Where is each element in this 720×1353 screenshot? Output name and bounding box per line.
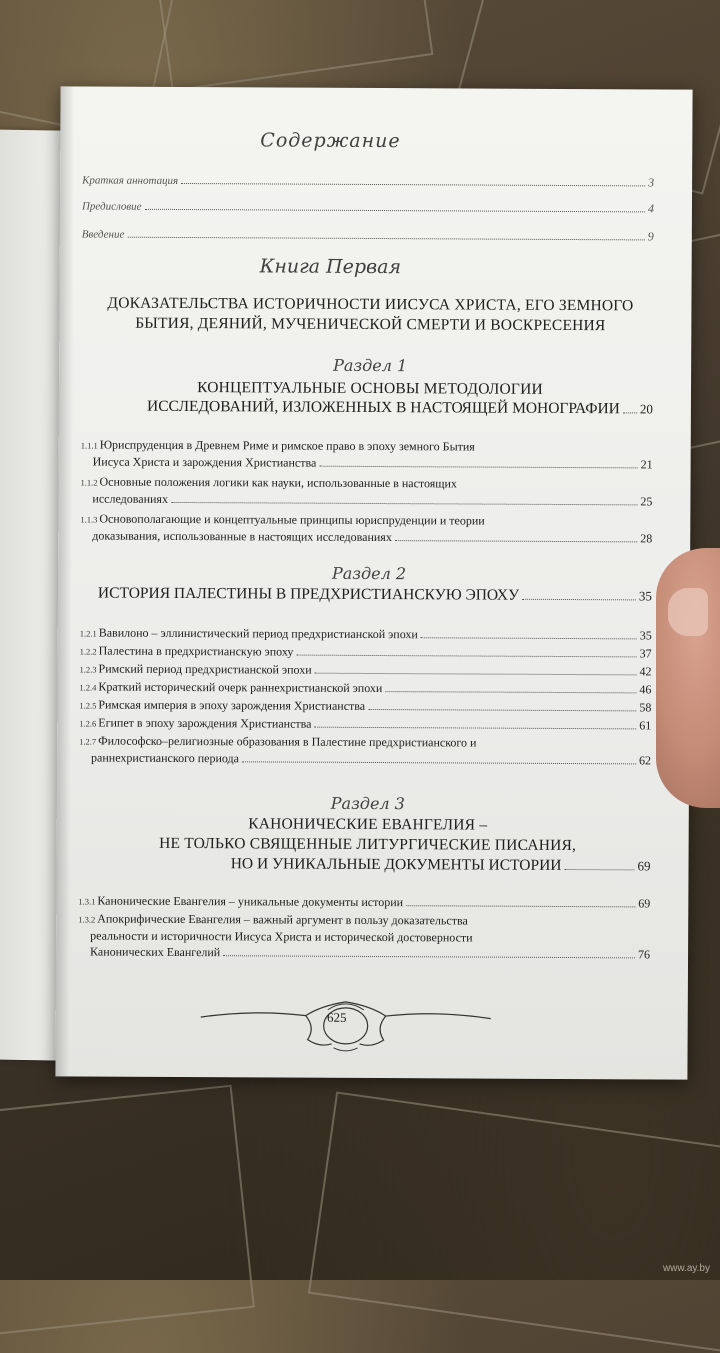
- entry-page: 37: [639, 646, 652, 661]
- entry-title: Апокрифические Евангелия – важный аргумент в пользу доказательства: [97, 911, 468, 928]
- entry-title: Вавилоно – эллинистический период предхристианской эпохи: [98, 625, 418, 642]
- section-title-row: [79, 397, 653, 418]
- entry-label: Предисловие: [81, 200, 142, 213]
- book-subtitle-line: ДОКАЗАТЕЛЬСТВА ИСТОРИЧНОСТИ ИИСУСА ХРИСТА, ЕГО ЗЕМНОГО: [107, 294, 634, 315]
- entry-page: 42: [639, 664, 652, 679]
- entry-label: Введение: [81, 228, 125, 241]
- entry-title-cont: Канонических Евангелий: [90, 944, 221, 960]
- dot-leader: [181, 182, 645, 186]
- toc-entry: [80, 624, 652, 644]
- book-subtitle-line: БЫТИЯ, ДЕЯНИЙ, МУЧЕНИЧЕСКОЙ СМЕРТИ И ВОСКРЕСЕНИЯ: [135, 314, 606, 335]
- entry-page: 35: [639, 628, 652, 643]
- toc-title: Содержание: [260, 129, 401, 153]
- entry-title-cont: доказывания, использованные в настоящих исследованиях: [92, 528, 392, 545]
- entry-number: 1.1.3: [80, 514, 98, 525]
- dot-leader: [385, 691, 636, 693]
- toc-entry: [80, 660, 652, 680]
- toc-entry: [80, 510, 652, 546]
- section-title-line: ИССЛЕДОВАНИЙ, ИЗЛОЖЕННЫХ В НАСТОЯЩЕЙ МОНОГРАФИИ: [146, 397, 620, 418]
- section-title-row: [98, 585, 652, 606]
- entry-title-cont: исследованиях: [92, 491, 169, 506]
- dot-leader: [314, 727, 636, 730]
- book-title: Книга Первая: [259, 255, 402, 279]
- entry-page: 28: [640, 531, 653, 546]
- dot-leader: [127, 236, 644, 241]
- dot-leader: [623, 411, 637, 413]
- entry-page: 62: [639, 753, 652, 768]
- watermark: www.ay.by: [662, 1263, 710, 1274]
- entry-number: 1.2.1: [79, 628, 97, 639]
- dot-leader: [406, 905, 635, 907]
- toc-entry: [81, 436, 653, 472]
- toc-intro-entry: [82, 198, 654, 216]
- entry-title: Основные положения логики как науки, использованные в настоящих: [99, 474, 457, 491]
- toc-entry: [79, 714, 651, 734]
- entry-title-cont: реальности и историчности Иисуса Христа и исторической достоверности: [90, 928, 473, 945]
- entry-page: 76: [638, 947, 651, 962]
- toc-entry: [79, 696, 651, 716]
- page-number: 625: [326, 1009, 347, 1025]
- entry-number: 1.2.4: [79, 682, 97, 693]
- entry-title-cont: раннехристианского периода: [91, 750, 240, 766]
- entry-number: 1.1.1: [80, 440, 98, 451]
- section-title-line: НО И УНИКАЛЬНЫЕ ДОКУМЕНТЫ ИСТОРИИ: [230, 855, 562, 874]
- entry-number: 1.2.3: [79, 664, 97, 675]
- dot-leader: [223, 955, 635, 958]
- entry-page: 25: [640, 494, 653, 509]
- entry-title: Римский период предхристианской эпохи: [98, 661, 312, 677]
- dot-leader: [395, 540, 637, 542]
- toc-entry: [80, 473, 652, 509]
- entry-number: 1.2.7: [79, 736, 97, 747]
- dot-leader: [368, 709, 636, 711]
- dot-leader: [421, 637, 637, 639]
- toc-entry: [78, 910, 650, 962]
- dot-leader: [242, 761, 636, 764]
- floor-tile: [151, 0, 434, 92]
- entry-title: Краткий исторический очерк раннехристианской эпохи: [98, 679, 383, 696]
- entry-page: 3: [648, 175, 655, 190]
- entry-title: Палестина в предхристианскую эпоху: [98, 643, 294, 659]
- hand-thumb: [656, 548, 720, 808]
- entry-title: Римская империя в эпоху зарождения Христианства: [98, 697, 366, 713]
- dot-leader: [315, 673, 637, 676]
- entry-title: Философско–религиозные образования в Палестине предхристианского и: [98, 733, 477, 750]
- floor-tile: [308, 1091, 720, 1352]
- entry-title: Египет в эпоху зарождения Христианства: [98, 715, 312, 731]
- section-title-line: ИСТОРИЯ ПАЛЕСТИНЫ В ПРЕДХРИСТИАНСКУЮ ЭПОХУ: [97, 584, 520, 604]
- toc-intro-entry: [82, 172, 654, 190]
- entry-number: 1.3.1: [78, 896, 96, 907]
- entry-page: 4: [647, 201, 655, 216]
- dot-leader: [522, 598, 636, 601]
- toc-entry: [78, 892, 650, 912]
- section-page: 69: [637, 858, 651, 874]
- dot-leader: [145, 208, 645, 213]
- section-label: Раздел 1: [333, 355, 408, 376]
- section-label: Раздел 2: [331, 563, 407, 584]
- entry-title: Основополагающие и концептуальные принципы юриспруденции и теории: [99, 511, 485, 528]
- dot-leader: [171, 502, 637, 505]
- entry-page: 69: [638, 896, 651, 911]
- section-page: 20: [639, 401, 653, 417]
- section-title-row: [76, 854, 650, 875]
- toc-entry: [80, 642, 652, 662]
- entry-label: Краткая аннотация: [82, 174, 179, 187]
- dot-leader: [319, 466, 637, 469]
- entry-number: 1.2.6: [79, 718, 97, 729]
- section-title-line: КОНЦЕПТУАЛЬНЫЕ ОСНОВЫ МЕТОДОЛОГИИ: [197, 379, 543, 398]
- entry-page: 61: [639, 718, 652, 733]
- section-page: 35: [638, 588, 652, 604]
- entry-page: 21: [640, 457, 653, 472]
- section-title-line: КАНОНИЧЕСКИЕ ЕВАНГЕЛИЯ –: [248, 815, 488, 834]
- entry-number: 1.1.2: [80, 477, 98, 488]
- toc-entry: [79, 678, 651, 698]
- entry-page: 58: [639, 700, 652, 715]
- section-label: Раздел 3: [330, 793, 405, 814]
- book-page: [55, 86, 692, 1079]
- entry-title-cont: Иисуса Христа и зарождения Христианства: [92, 454, 317, 470]
- thumbnail-nail: [668, 588, 708, 636]
- dot-leader: [564, 868, 634, 870]
- floor-tile: [0, 1085, 255, 1340]
- dot-leader: [296, 655, 636, 658]
- entry-title: Юриспруденция в Древнем Риме и римское право в эпоху земного Бытия: [99, 437, 475, 454]
- entry-number: 1.2.5: [79, 700, 97, 711]
- toc-entry: [79, 732, 651, 768]
- entry-page: 46: [639, 682, 652, 697]
- entry-number: 1.2.2: [79, 646, 97, 657]
- toc-intro-entry: [82, 226, 654, 244]
- section-title-line: НЕ ТОЛЬКО СВЯЩЕННЫЕ ЛИТУРГИЧЕСКИЕ ПИСАНИЯ,: [159, 834, 577, 855]
- entry-title: Канонические Евангелия – уникальные документы истории: [97, 893, 404, 910]
- entry-number: 1.3.2: [78, 914, 96, 925]
- entry-page: 9: [647, 229, 654, 244]
